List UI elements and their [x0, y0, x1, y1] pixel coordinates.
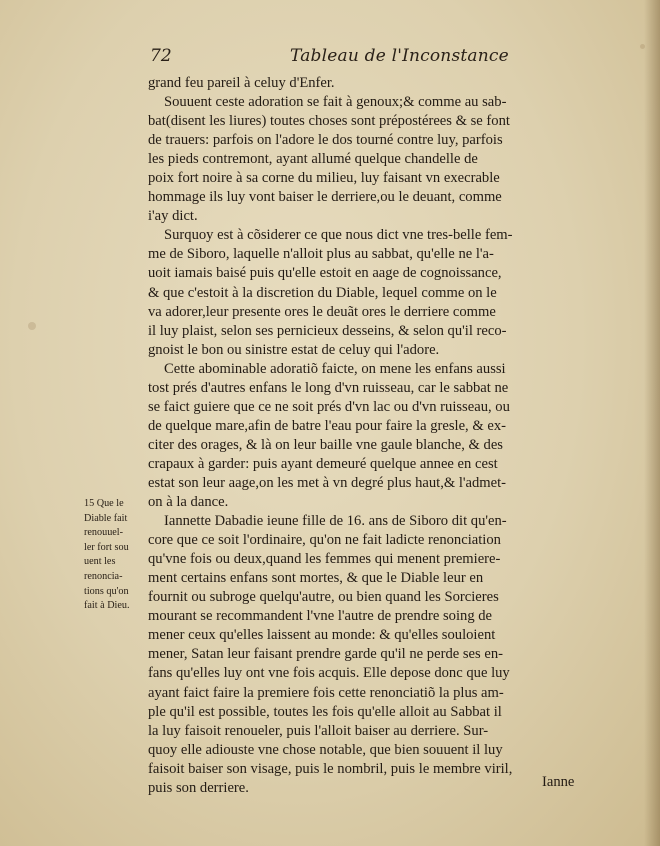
- text-line: fans qu'elles luy ont vne fois acquis. Elle depose donc que luy: [148, 665, 510, 682]
- running-head: Tableau de l'Inconstance: [290, 46, 509, 66]
- text-line: Cette abominable adoratiõ faicte, on mene les enfans aussi: [164, 360, 506, 377]
- text-line: poix fort noire à sa corne du milieu, luy faisant vn execrable: [148, 170, 500, 187]
- text-line: Iannette Dabadie ieune fille de 16. ans de Siboro dit qu'en-: [164, 513, 507, 530]
- text-line: faisoit baiser son visage, puis le nombril, puis le membre viril,: [148, 760, 513, 777]
- text-line: ple qu'il est possible, toutes les fois qu'elle alloit au Sabbat il: [148, 703, 502, 720]
- text-line: uoit iamais baisé puis qu'elle estoit en aage de cognoissance,: [148, 265, 502, 282]
- margin-note-line: fait à Dieu.: [84, 600, 130, 612]
- text-line: puis son derriere.: [148, 779, 249, 796]
- text-line: on à la dance.: [148, 494, 229, 511]
- body-text: [148, 74, 588, 798]
- text-line: mourant se recommandent l'vne l'autre de prendre soing de: [148, 608, 493, 625]
- text-line: les pieds contremont, ayant allumé quelque chandelle de: [148, 151, 478, 168]
- text-line: de trauers: parfois on l'adore le dos tourné contre luy, parfois: [148, 132, 503, 149]
- text-line: crapaux à garder: puis ayant demeuré quelque annee en cest: [148, 455, 498, 472]
- text-line: ayant faict faire la premiere fois cette renonciatiõ la plus am-: [148, 684, 504, 701]
- text-line: qu'vne fois ou deux,quand les femmes qui menent premiere-: [148, 551, 501, 568]
- page-header: [150, 46, 509, 72]
- text-line: & que c'estoit à la discretion du Diable, lequel comme on le: [148, 284, 497, 301]
- margin-note-line: ler fort sou: [84, 541, 129, 553]
- text-line: fournit ou subroge quelqu'autre, ou bien quand les Sorcieres: [148, 589, 499, 606]
- margin-note-line: Diable fait: [84, 512, 128, 524]
- text-line: bat(disent les liures) toutes choses sont prépostérees & se font: [148, 113, 510, 130]
- text-line: i'ay dict.: [148, 208, 198, 225]
- text-line: estat son leur aage,on les met à vn degré plus haut,& l'admet-: [148, 474, 507, 491]
- text-line: Surquoy est à cõsiderer ce que nous dict vne tres-belle fem-: [164, 227, 513, 244]
- paper-stain: [28, 322, 36, 330]
- margin-note-line: tions qu'on: [84, 585, 129, 597]
- text-line: va adorer,leur presente ores le deuãt ores le derriere comme: [148, 303, 496, 320]
- margin-note: [84, 497, 148, 614]
- margin-note-line: renouuel-: [84, 527, 124, 539]
- text-line: grand feu pareil à celuy d'Enfer.: [148, 75, 335, 91]
- margin-note-line: 15 Que le: [84, 498, 124, 509]
- text-line: il luy plaist, selon ses pernicieux desseins, & selon qu'il reco-: [148, 322, 507, 339]
- text-line: de quelque mare,afin de batre l'eau pour faire la gresle, & ex-: [148, 417, 506, 434]
- text-line: la luy faisoit renoueler, puis l'alloit baiser au derriere. Sur-: [148, 722, 489, 739]
- margin-note-line: uent les: [84, 556, 116, 568]
- text-line: citer des orages, & là on leur baille vne gaule blanche, & des: [148, 436, 503, 453]
- text-line: hommage ils luy vont baiser le derriere,ou le deuant, comme: [148, 189, 502, 206]
- text-line: tost prés d'autres enfans le long d'vn ruisseau, car le sabbat ne: [148, 379, 509, 396]
- text-line: mener, Satan leur faisant prendre garde qu'il ne perde ses en-: [148, 646, 503, 663]
- text-line: quoy elle adiouste vne chose notable, que bien souuent il luy: [148, 741, 503, 758]
- catchword: Ianne: [542, 774, 575, 790]
- text-line: Souuent ceste adoration se fait à genoux;& comme au sab-: [164, 94, 507, 111]
- text-line: mener ceux qu'elles laissent au monde: & qu'elles souloient: [148, 627, 496, 644]
- margin-note-line: renoncia-: [84, 570, 123, 582]
- text-line: gnoist le bon ou sinistre estat de celuy qui l'adore.: [148, 341, 440, 358]
- text-line: core que ce soit l'ordinaire, qu'on ne fait ladicte renonciation: [148, 532, 501, 549]
- page-number: 72: [150, 46, 172, 66]
- text-line: ment certains enfans sont mortes, & que le Diable leur en: [148, 570, 484, 587]
- page-gutter-shadow: [644, 0, 660, 846]
- text-line: me de Siboro, laquelle n'alloit plus au sabbat, qu'elle ne l'a-: [148, 246, 494, 263]
- text-line: se faict guiere que ce ne soit prés d'vn lac ou d'vn ruisseau, ou: [148, 398, 510, 415]
